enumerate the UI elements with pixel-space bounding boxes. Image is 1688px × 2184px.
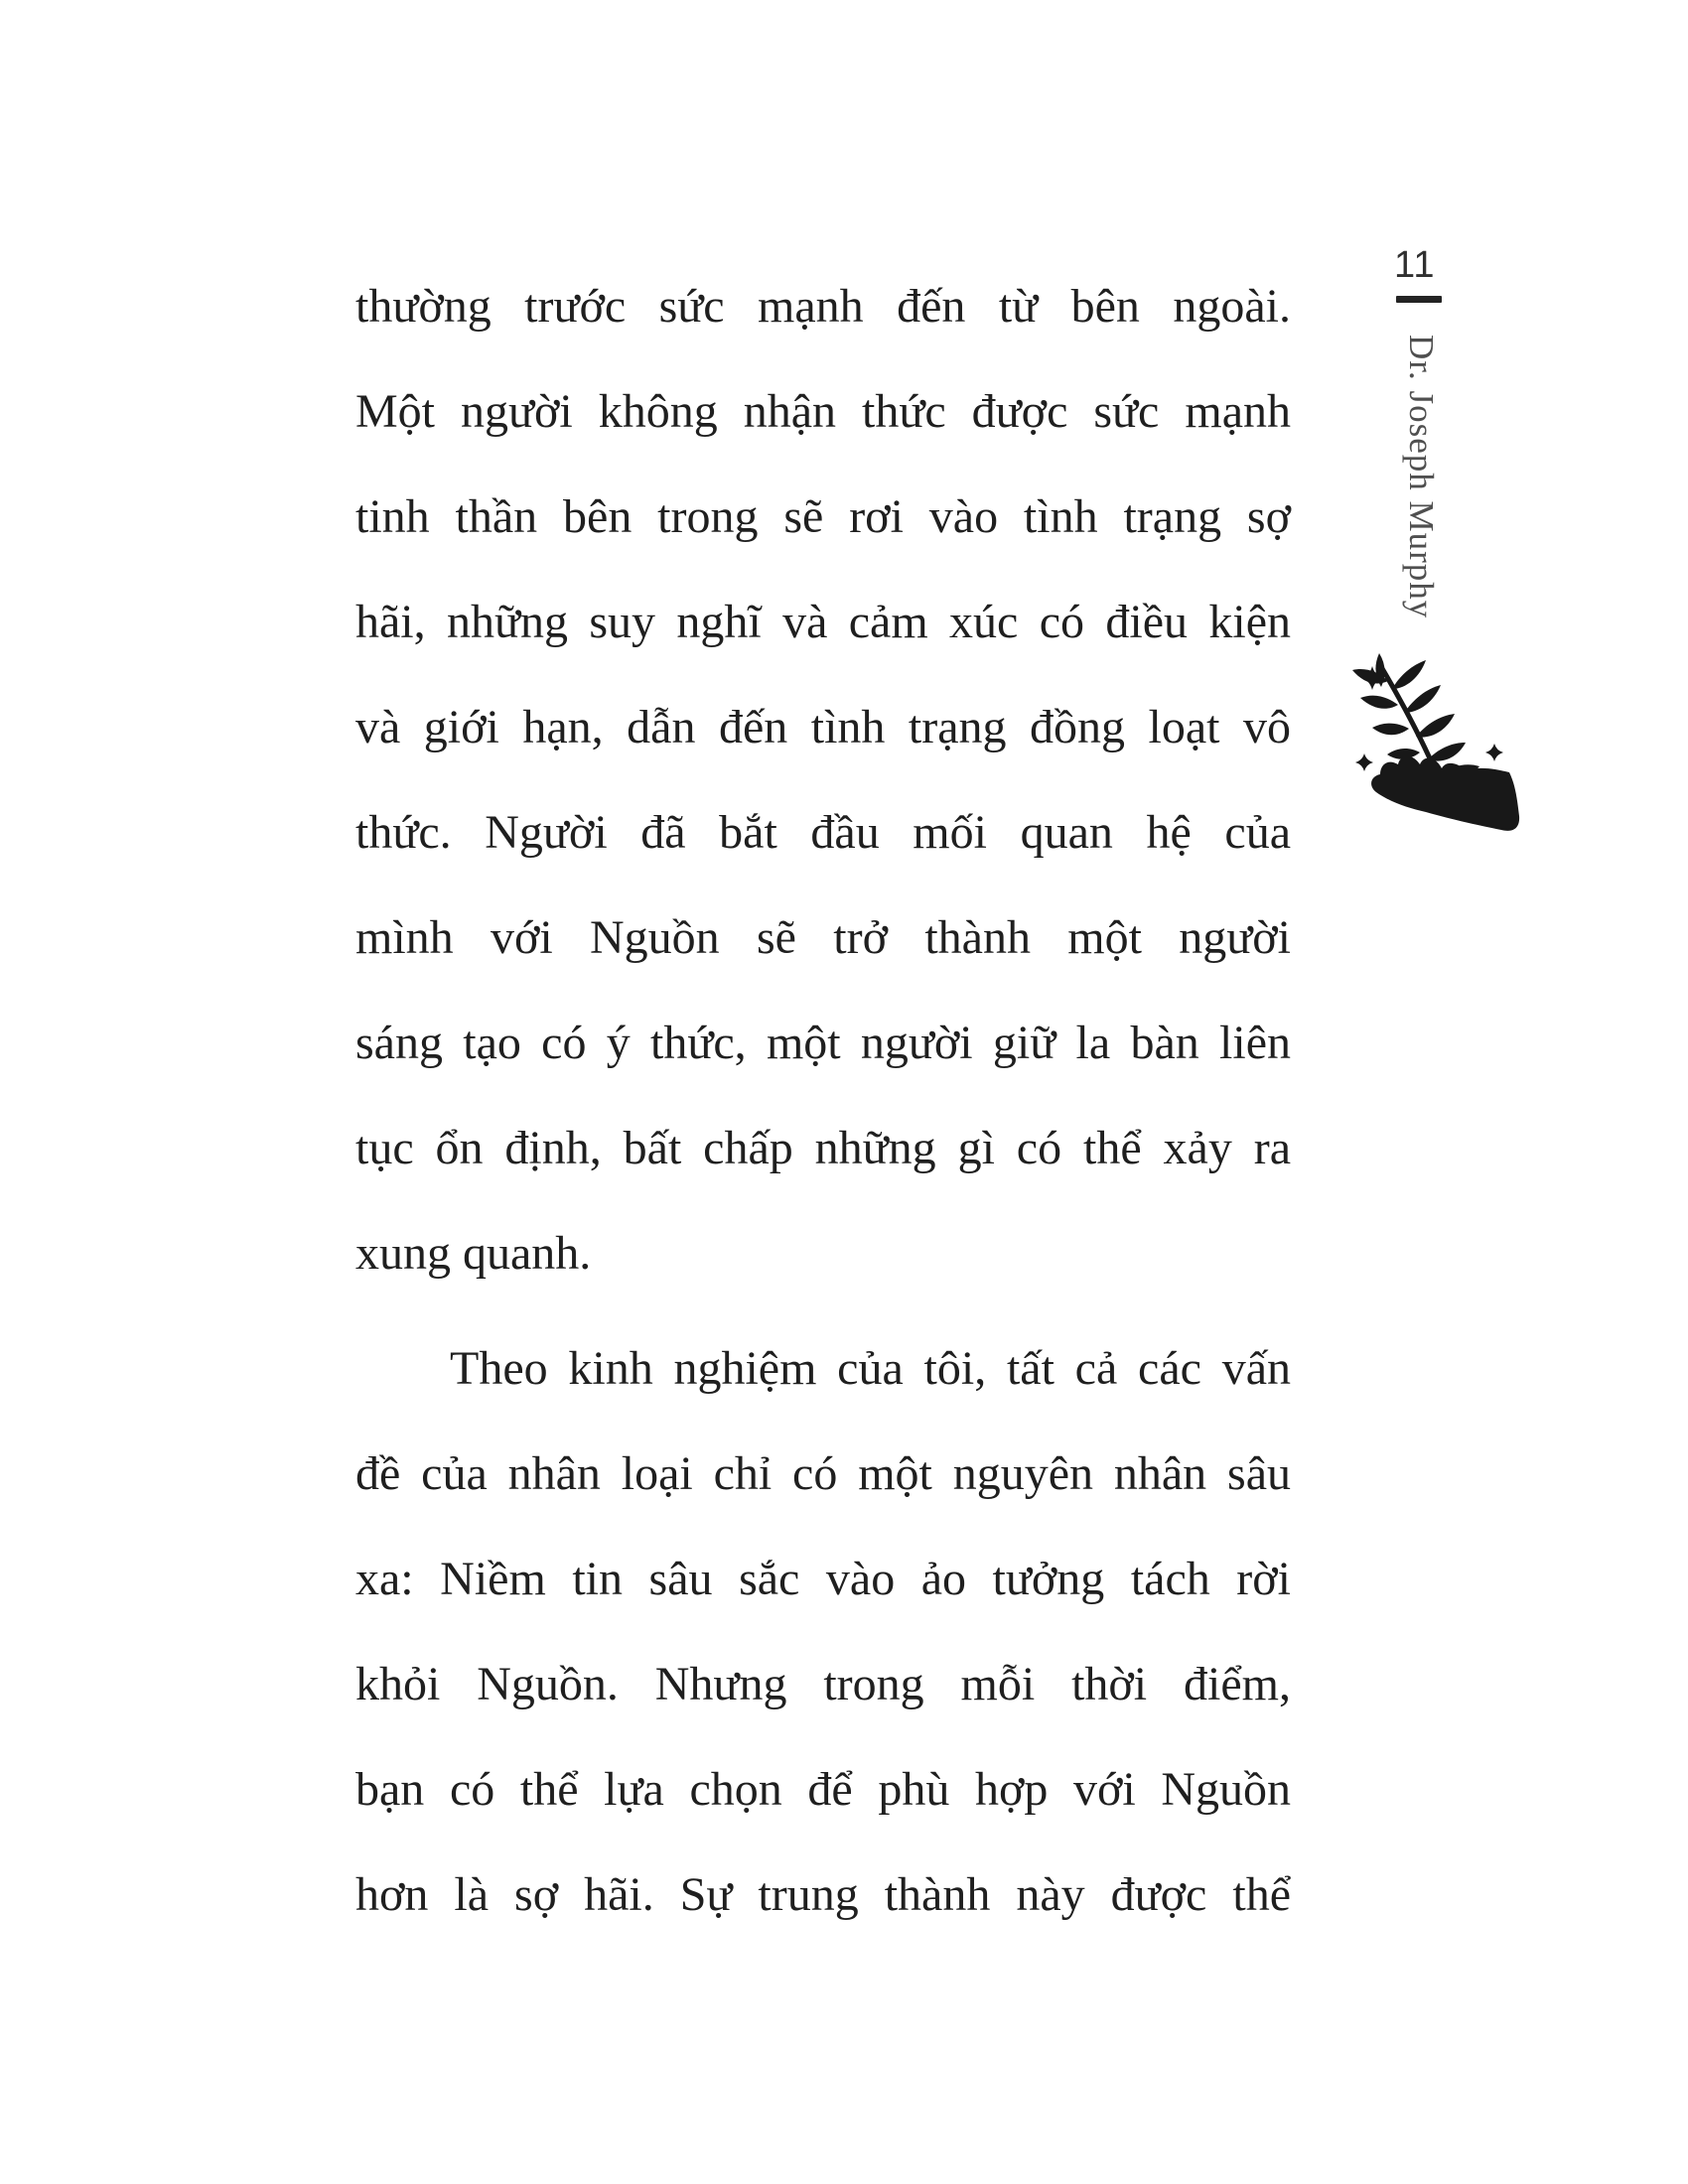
text-line: sáng tạo có ý thức, một người giữ la bàn liên: [355, 1017, 1291, 1069]
page-number: 11: [1394, 244, 1436, 286]
paragraph-1: [355, 254, 1291, 1306]
text-line: bạn có thể lựa chọn để phù hợp với Nguồn: [355, 1763, 1291, 1816]
sparkle-icon: [1485, 744, 1503, 761]
text-line: thường trước sức mạnh đến từ bên ngoài.: [355, 280, 1291, 333]
text-line: hơn là sợ hãi. Sự trung thành này được thể: [355, 1868, 1291, 1921]
text-line: và giới hạn, dẫn đến tình trạng đồng loạt vô: [355, 701, 1291, 753]
text-line: hãi, những suy nghĩ và cảm xúc có điều kiện: [355, 596, 1291, 648]
body-text: [355, 254, 1291, 1948]
text-line: đề của nhân loại chỉ có một nguyên nhân sâu: [355, 1447, 1291, 1500]
hand-holding-branch-icon: [1342, 645, 1527, 844]
text-line: xa: Niềm tin sâu sắc vào ảo tưởng tách rời: [355, 1553, 1291, 1605]
text-line: tục ổn định, bất chấp những gì có thể xảy ra: [355, 1122, 1291, 1174]
hand-branch-illustration: [1342, 645, 1527, 844]
text-line: Một người không nhận thức được sức mạnh: [355, 385, 1291, 438]
paragraph-2: [355, 1316, 1291, 1948]
text-line: thức. Người đã bắt đầu mối quan hệ của: [355, 806, 1291, 859]
text-line: xung quanh.: [355, 1227, 592, 1280]
text-line: mình với Nguồn sẽ trở thành một người: [355, 911, 1291, 964]
text-line: khỏi Nguồn. Nhưng trong mỗi thời điểm,: [355, 1658, 1291, 1710]
page-number-divider-line: [1396, 296, 1442, 303]
text-line: Theo kinh nghiệm của tôi, tất cả các vấn: [450, 1342, 1291, 1395]
author-name-vertical: Dr. Joseph Murphy: [1402, 335, 1441, 619]
text-line: tinh thần bên trong sẽ rơi vào tình trạng sợ: [355, 490, 1291, 543]
sparkle-icon: [1355, 753, 1373, 771]
